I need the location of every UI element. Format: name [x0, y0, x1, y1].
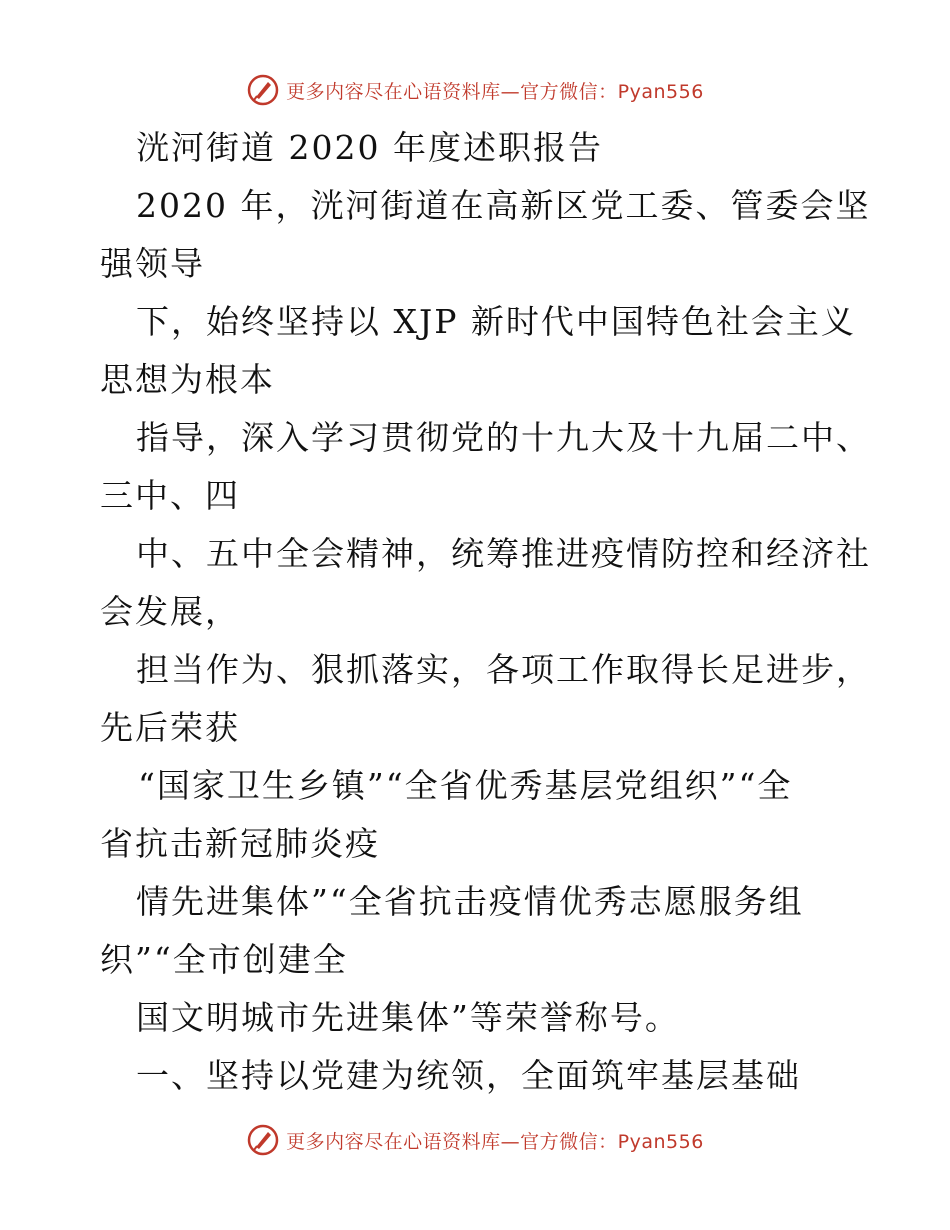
- paragraph-line: 2020 年，洸河街道在高新区党工委、管委会坚: [136, 186, 871, 225]
- watermark-text: 更多内容尽在心语资料库—官方微信：Pyan556: [286, 80, 704, 103]
- section-heading: 一、坚持以党建为统领，全面筑牢基层基础: [136, 1056, 801, 1095]
- paragraph-line: 省抗击新冠肺炎疫: [100, 824, 380, 863]
- paragraph-line: 先后荣获: [100, 708, 240, 747]
- paragraph-line: “国家卫生乡镇”“全省优秀基层党组织”“全: [138, 766, 793, 805]
- footer-watermark-banner: [0, 1120, 950, 1160]
- paragraph-line: 国文明城市先进集体”等荣誉称号。: [136, 998, 680, 1037]
- paragraph-line: 三中、四: [100, 476, 240, 515]
- paragraph-line: 织”“全市创建全: [100, 940, 348, 979]
- paragraph-line: 会发展，: [100, 592, 240, 631]
- header-watermark-banner: [0, 70, 950, 110]
- paragraph-line: 下，始终坚持以 XJP 新时代中国特色社会主义: [136, 302, 856, 341]
- paragraph-line: 担当作为、狠抓落实，各项工作取得长足进步，: [136, 650, 871, 689]
- watermark-text: 更多内容尽在心语资料库—官方微信：Pyan556: [286, 1130, 704, 1153]
- paragraph-line: 强领导: [100, 244, 205, 283]
- paragraph-line: 中、五中全会精神，统筹推进疫情防控和经济社: [136, 534, 871, 573]
- paragraph-line: 指导，深入学习贯彻党的十九大及十九届二中、: [136, 418, 871, 457]
- paragraph-line: 情先进集体”“全省抗击疫情优秀志愿服务组: [136, 882, 804, 921]
- quill-pen-logo-icon: [246, 1123, 280, 1157]
- paragraph-line: 思想为根本: [100, 360, 275, 399]
- quill-pen-logo-icon: [246, 73, 280, 107]
- document-title: 洸河街道 2020 年度述职报告: [136, 128, 603, 167]
